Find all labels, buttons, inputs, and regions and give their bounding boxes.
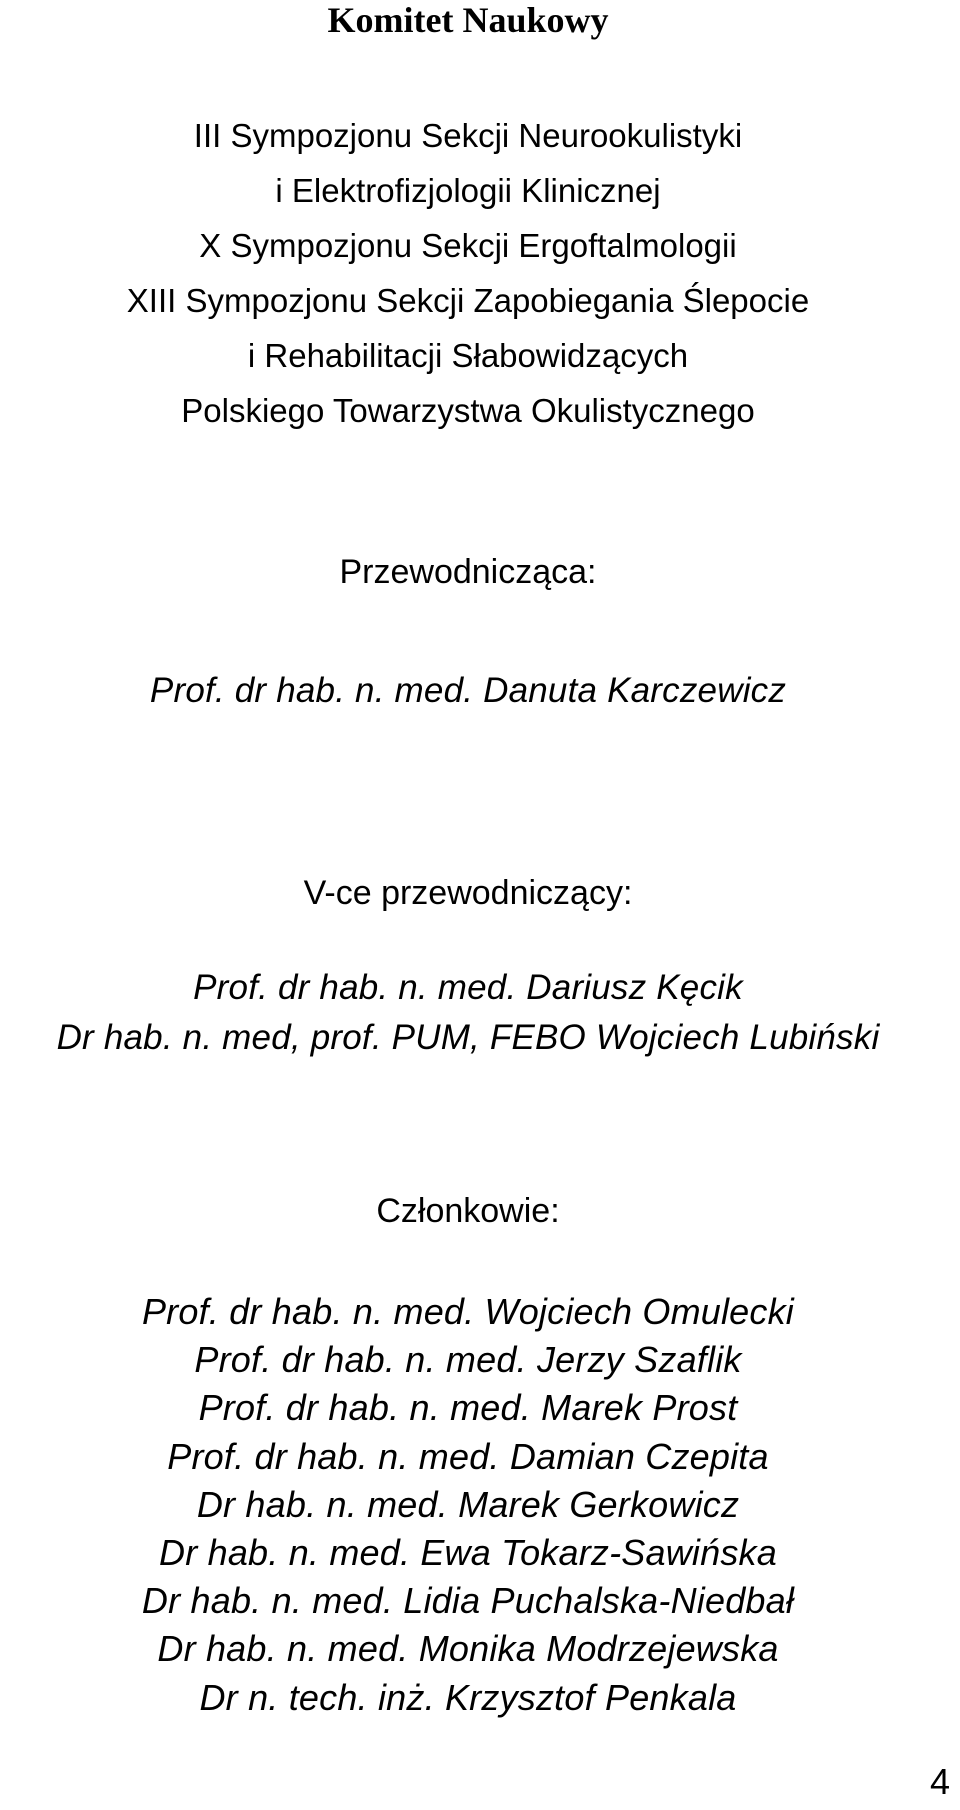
member-name: Prof. dr hab. n. med. Marek Prost [198, 1387, 738, 1429]
member-name: Prof. dr hab. n. med. Jerzy Szaflik [194, 1339, 742, 1381]
vice-chair-name: Dr hab. n. med, prof. PUM, FEBO Wojciech Lubiński [56, 1018, 880, 1057]
vice-chairs-list [0, 963, 936, 1063]
page-title: Komitet Naukowy [327, 0, 609, 40]
chair-label: Przewodnicząca: [339, 553, 597, 591]
chair-name: Prof. dr hab. n. med. Danuta Karczewicz [149, 671, 787, 710]
member-name: Dr hab. n. med. Marek Gerkowicz [196, 1483, 740, 1525]
members-label: Członkowie: [376, 1192, 560, 1230]
member-name: Prof. dr hab. n. med. Damian Czepita [167, 1435, 769, 1477]
member-name: Dr hab. n. med. Lidia Puchalska-Niedbał [141, 1580, 795, 1622]
symposia-line: Polskiego Towarzystwa Okulistycznego [181, 392, 755, 429]
member-name: Dr hab. n. med. Monika Modrzejewska [157, 1628, 779, 1670]
member-name: Dr n. tech. inż. Krzysztof Penkala [199, 1676, 737, 1718]
member-name: Dr hab. n. med. Ewa Tokarz-Sawińska [159, 1531, 777, 1573]
symposia-line: i Elektrofizjologii Klinicznej [275, 172, 661, 209]
symposia-line: XIII Sympozjonu Sekcji Zapobiegania Ślepocie [126, 282, 810, 319]
symposia-line: i Rehabilitacji Słabowidzących [247, 337, 689, 374]
vice-chairs-label: V-ce przewodniczący: [303, 874, 633, 912]
chair-list [0, 666, 936, 716]
member-name: Prof. dr hab. n. med. Wojciech Omulecki [141, 1291, 795, 1332]
members-list [0, 1288, 936, 1722]
vice-chair-name: Prof. dr hab. n. med. Dariusz Kęcik [193, 968, 743, 1007]
page-number: 4 [930, 1761, 951, 1802]
symposia-line: X Sympozjonu Sekcji Ergoftalmologii [199, 227, 737, 264]
symposia-block [0, 108, 936, 438]
symposia-line: III Sympozjonu Sekcji Neurookulistyki [193, 117, 743, 154]
